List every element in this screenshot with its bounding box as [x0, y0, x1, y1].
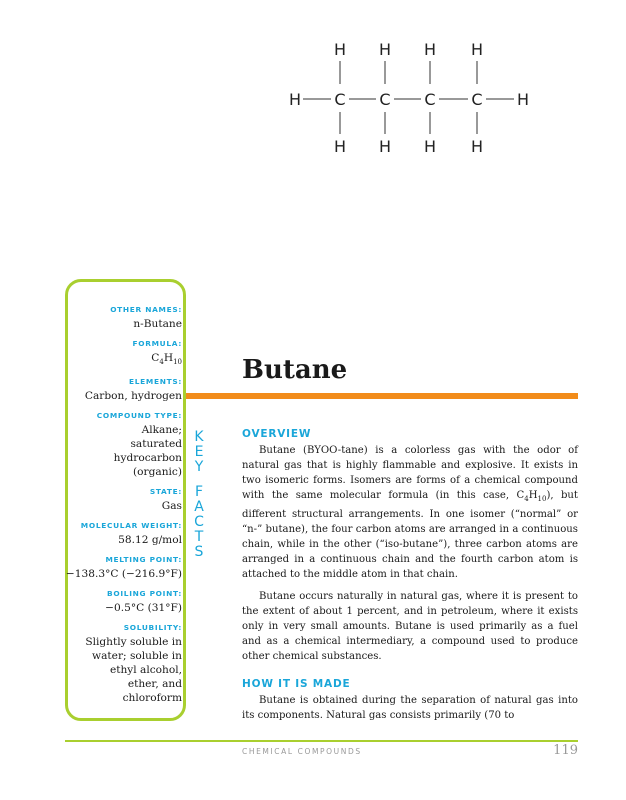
formula-chain-h-left: H: [288, 90, 302, 109]
kf-label-solubility: SOLUBILITY:: [123, 623, 182, 633]
kf-label-state: STATE:: [149, 487, 182, 497]
kf-label-other-names: OTHER NAMES:: [110, 305, 182, 314]
overview-heading: OVERVIEW: [242, 428, 312, 440]
formula-bottom-h-2: H: [378, 137, 392, 156]
kf-value-molecular-weight: 58.12 g/mol: [118, 534, 182, 547]
kf-value-other-names: n-Butane: [133, 318, 182, 330]
kf-value-boiling-point: −0.5°C (31°F): [105, 602, 182, 615]
how-made-paragraph-1: Butane is obtained during the separation of natural gas into its components. Natural gas consists primarily (70 to: [242, 695, 578, 722]
kf-letter: T: [194, 529, 204, 545]
kf-value-melting-point: −138.3°C (−216.9°F): [65, 568, 182, 581]
formula-top-h-3: H: [423, 40, 437, 59]
overview-paragraph-1: Butane (BYOO-tane) is a colorless gas with the odor of natural gas that is highly flammable and explosive. It exists in two isomeric forms. Isomers are forms of a chemical compound with the same molecular formula (in this case, $C_4H_{10}$), but different structural arrangements. In one isomer (“normal” or “n-” butane), the four carbon atoms are arranged in a continuous chain, while in the other (“iso-butane”), three carbon atoms are arranged in a continuous chain and the fourth carbon atom is attached to the middle atom in that chain.: [242, 445, 578, 581]
footer-rule: [65, 740, 578, 742]
how-made-heading: HOW IT IS MADE: [242, 678, 351, 691]
key-facts-list: [0, 305, 182, 713]
formula-bottom-h-3: H: [423, 137, 437, 156]
kf-value-formula: $C_4H_{10}$: [151, 352, 182, 367]
formula-bottom-h-4: H: [470, 137, 484, 156]
kf-letter: F: [194, 484, 204, 500]
key-facts-vertical-label: [190, 430, 208, 560]
kf-letter: C: [194, 514, 204, 530]
formula-chain-c-2: C: [379, 90, 391, 109]
kf-value-compound-type: Alkane; saturated hydrocarbon (organic): [113, 424, 182, 479]
formula-chain-c-4: C: [471, 90, 483, 109]
kf-value-elements: Carbon, hydrogen: [84, 390, 182, 403]
kf-value-state: Gas: [161, 500, 182, 513]
title-rule: [186, 393, 578, 399]
kf-label-compound-type: COMPOUND TYPE:: [96, 411, 182, 421]
formula-bottom-h-1: H: [333, 137, 347, 156]
page-title: Butane: [242, 355, 348, 385]
page-number: 119: [553, 743, 578, 758]
article-body: [242, 428, 578, 730]
kf-letter: E: [194, 444, 204, 460]
formula-chain-c-3: C: [424, 90, 436, 109]
formula-chain-h-right: H: [516, 90, 530, 109]
formula-top-h-2: H: [378, 40, 392, 59]
kf-label-formula: FORMULA:: [132, 339, 182, 348]
running-head: CHEMICAL COMPOUNDS: [242, 747, 362, 756]
kf-label-melting-point: MELTING POINT:: [105, 555, 182, 565]
overview-paragraph-2: Butane occurs naturally in natural gas, where it is present to the extent of about 1 percent, and in petroleum, where it exists only in very small amounts. Butane is used primarily as a fuel and as a chemical intermediary, a compound used to produce other chemical substances.: [242, 591, 578, 663]
formula-top-h-1: H: [333, 40, 347, 59]
kf-label-molecular-weight: MOLECULAR WEIGHT:: [80, 521, 182, 531]
formula-top-h-4: H: [470, 40, 484, 59]
kf-label-elements: ELEMENTS:: [128, 377, 182, 387]
kf-letter: K: [194, 429, 204, 445]
formula-chain-c-1: C: [334, 90, 346, 109]
kf-letter: S: [194, 544, 204, 560]
kf-value-solubility: Slightly soluble in water; soluble in ethyl alcohol, ether, and chloroform: [85, 636, 182, 705]
butane-structural-formula: [280, 38, 540, 158]
kf-letter: A: [194, 499, 204, 515]
kf-letter: Y: [194, 459, 204, 475]
kf-label-boiling-point: BOILING POINT:: [107, 589, 182, 599]
